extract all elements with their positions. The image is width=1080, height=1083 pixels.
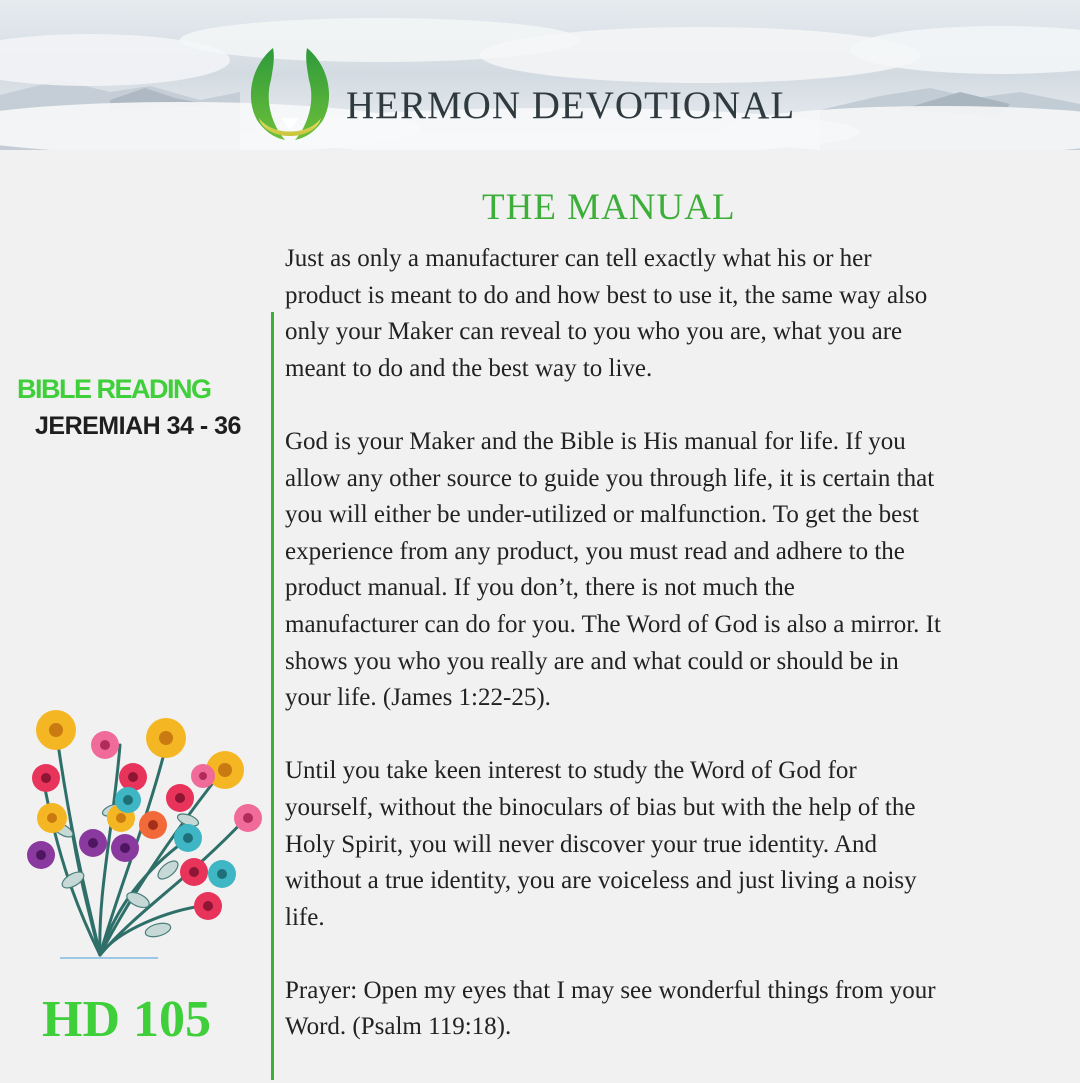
- devotional-title: THE MANUAL: [482, 187, 736, 228]
- body-line: product manual. If you don’t, there is not much the: [285, 574, 795, 602]
- body-line: Prayer: Open my eyes that I may see wonderful things from your: [285, 976, 936, 1004]
- body-line: manufacturer can do for you. The Word of God is also a mirror. It: [285, 610, 941, 638]
- brand-name: HERMON DEVOTIONAL: [346, 84, 796, 127]
- body-line: life.: [285, 903, 325, 931]
- body-line: allow any other source to guide you through life, it is certain that: [285, 464, 935, 492]
- paragraph-intro: [285, 241, 1055, 387]
- body-line: Just as only a manufacturer can tell exactly what his or her: [285, 245, 872, 272]
- paragraph-identity: [285, 753, 1055, 936]
- flower-bouquet-icon: [18, 700, 268, 970]
- header-banner: [0, 0, 1080, 150]
- body-line: without a true identity, you are voiceless and just living a noisy: [285, 867, 917, 895]
- body-line: only your Maker can reveal to you who you are, what you are: [285, 318, 903, 346]
- bible-reading-reference: JEREMIAH 34 - 36: [35, 412, 241, 440]
- body-line: product is meant to do and how best to use it, the same way also: [285, 281, 928, 309]
- body-line: your life. (James 1:22-25).: [285, 684, 551, 712]
- body-line: you will either be under-utilized or malfunction. To get the best: [285, 501, 919, 529]
- body-line: meant to do and the best way to live.: [285, 354, 653, 382]
- vertical-divider: [271, 312, 274, 1080]
- devotional-code: HD 105: [42, 991, 211, 1048]
- mountain-clouds-background: [0, 0, 1080, 150]
- body-line: God is your Maker and the Bible is His manual for life. If you: [285, 427, 906, 455]
- hermon-leaf-logo-icon: [245, 44, 335, 148]
- paragraph-maker: [285, 424, 1055, 717]
- body-line: shows you who you really are and what could or should be in: [285, 647, 899, 675]
- body-line: Holy Spirit, you will never discover your true identity. And: [285, 830, 878, 858]
- body-line: Word. (Psalm 119:18).: [285, 1013, 512, 1041]
- bible-reading-label: BIBLE READING: [17, 374, 211, 404]
- body-line: experience from any product, you must read and adhere to the: [285, 537, 905, 565]
- devotional-body: [285, 241, 1055, 1083]
- body-line: Until you take keen interest to study the Word of God for: [285, 757, 857, 785]
- body-line: yourself, without the binoculars of bias but with the help of the: [285, 793, 916, 821]
- paragraph-prayer: [285, 973, 1055, 1046]
